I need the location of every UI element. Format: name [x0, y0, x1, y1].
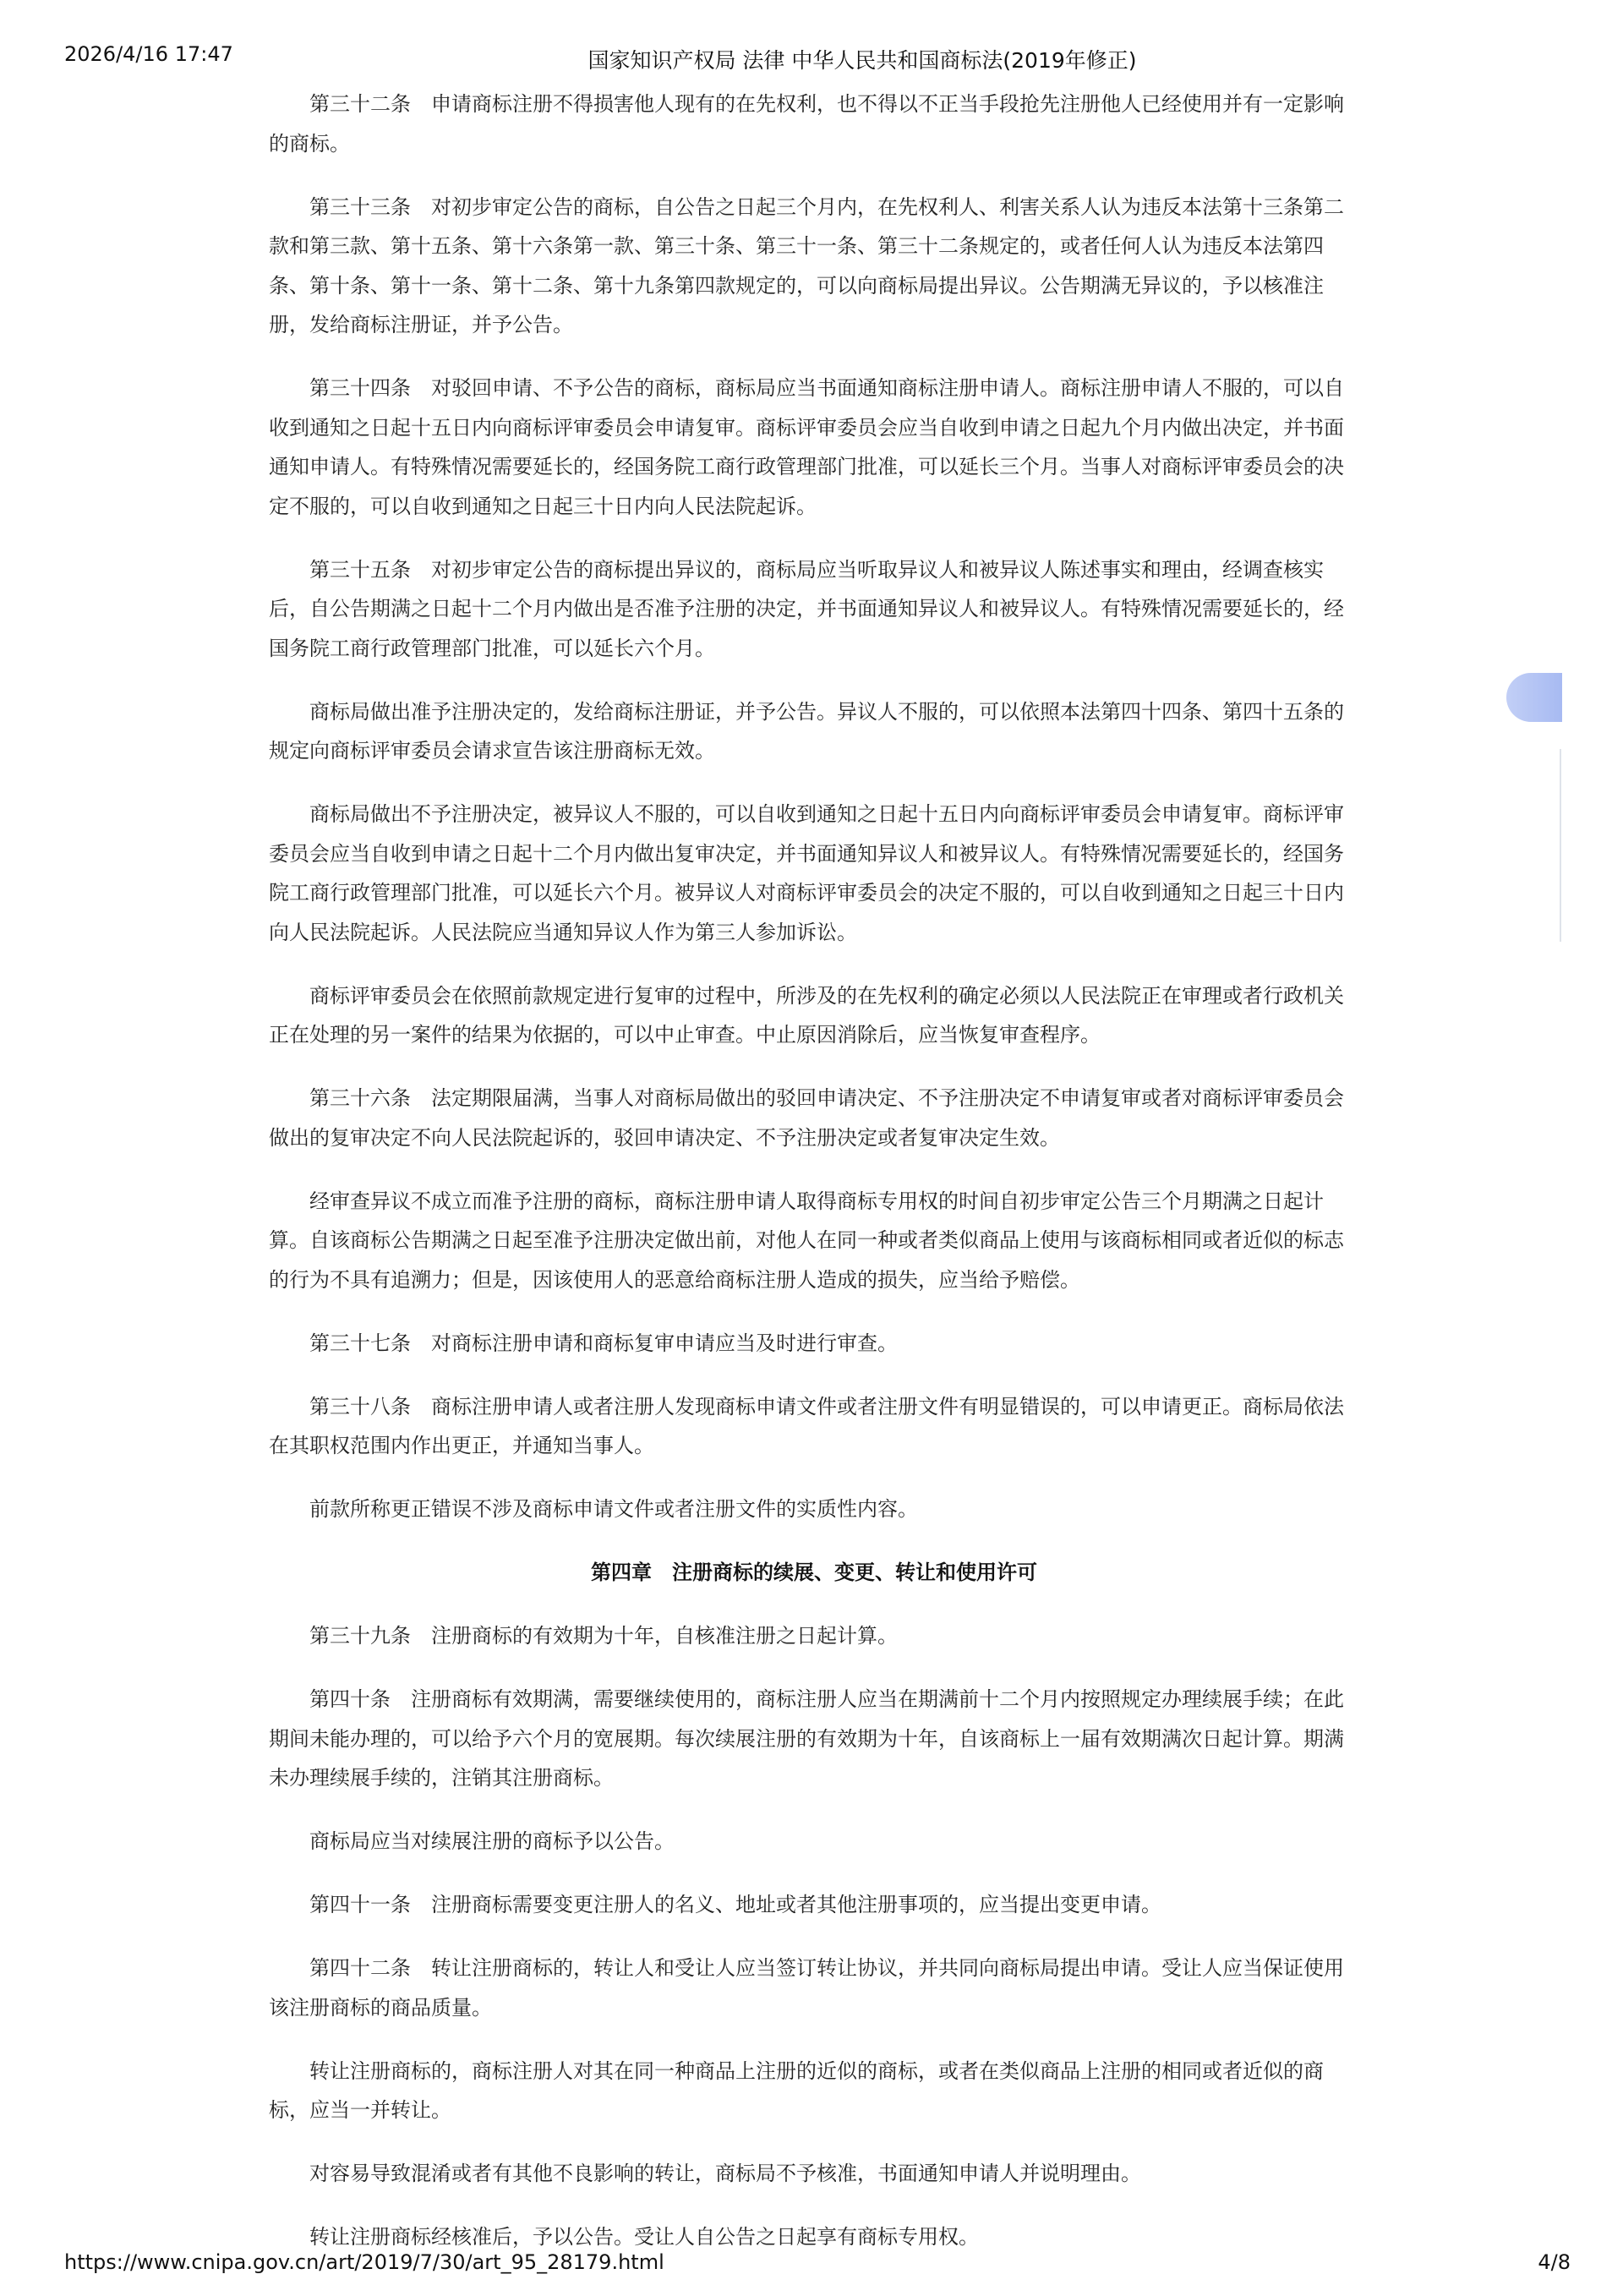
print-datetime: 2026/4/16 17:47 [64, 42, 233, 66]
paragraph-art39: 第三十九条 注册商标的有效期为十年，自核准注册之日起计算。 [309, 1624, 898, 1648]
page-number: 4/8 [1538, 2250, 1571, 2274]
paragraph-art35-2: 商标局做出准予注册决定的，发给商标注册证，并予公告。异议人不服的，可以依照本法第四十四条、第四十五条的规定向商标评审委员会请求宣告该注册商标无效。 [269, 699, 1344, 763]
paragraph-art42-4: 转让注册商标经核准后，予以公告。受让人自公告之日起享有商标专用权。 [309, 2225, 979, 2249]
paragraph-art42: 第四十二条 转让注册商标的，转让人和受让人应当签订转让协议，并共同向商标局提出申请。受让人应当保证使用该注册商标的商品质量。 [269, 1956, 1344, 2020]
paragraph-art42-3: 对容易导致混淆或者有其他不良影响的转让，商标局不予核准，书面通知申请人并说明理由。 [309, 2162, 1141, 2185]
paragraph-art35-3: 商标局做出不予注册决定，被异议人不服的，可以自收到通知之日起十五日内向商标评审委员会申请复审。商标评审委员会应当自收到申请之日起十二个月内做出复审决定，并书面通知异议人和被异议人。有特殊情况需要延长的，经国务院工商行政管理部门批准，可以延长六个月。被异议人对商标评审委员会的决定不服的，可以自收到通知之日起三十日内向人民法院起诉。人民法院应当通知异议人作为第三人参加诉讼。 [269, 802, 1344, 944]
paragraph-art41: 第四十一条 注册商标需要变更注册人的名义、地址或者其他注册事项的，应当提出变更申请。 [309, 1893, 1161, 1916]
page-title [0, 44, 1623, 74]
paragraph-art38: 第三十八条 商标注册申请人或者注册人发现商标申请文件或者注册文件有明显错误的，可以申请更正。商标局依法在其职权范围内作出更正，并通知当事人。 [269, 1394, 1344, 1457]
paragraph-art40-2: 商标局应当对续展注册的商标予以公告。 [309, 1829, 675, 1853]
paragraph-art37: 第三十七条 对商标注册申请和商标复审申请应当及时进行审查。 [309, 1331, 898, 1355]
paragraph-art32: 第三十二条 申请商标注册不得损害他人现有的在先权利，也不得以不正当手段抢先注册他人已经使用并有一定影响的商标。 [269, 92, 1344, 156]
footer-url: https://www.cnipa.gov.cn/art/2019/7/30/art_95_28179.html [64, 2250, 664, 2274]
paragraph-art34: 第三十四条 对驳回申请、不予公告的商标，商标局应当书面通知商标注册申请人。商标注册申请人不服的，可以自收到通知之日起十五日内向商标评审委员会申请复审。商标评审委员会应当自收到申请之日起九个月内做出决定，并书面通知申请人。有特殊情况需要延长的，经国务院工商行政管理部门批准，可以延长三个月。当事人对商标评审委员会的决定不服的，可以自收到通知之日起三十日内向人民法院起诉。 [269, 376, 1344, 518]
paragraph-art35: 第三十五条 对初步审定公告的商标提出异议的，商标局应当听取异议人和被异议人陈述事实和理由，经调查核实后，自公告期满之日起十二个月内做出是否准予注册的决定，并书面通知异议人和被异议人。有特殊情况需要延长的，经国务院工商行政管理部门批准，可以延长六个月。 [269, 557, 1344, 660]
side-panel-edge [1560, 749, 1561, 942]
paragraph-art40: 第四十条 注册商标有效期满，需要继续使用的，商标注册人应当在期满前十二个月内按照规定办理续展手续；在此期间未能办理的，可以给予六个月的宽展期。每次续展注册的有效期为十年，自该商标上一届有效期满次日起计算。期满未办理续展手续的，注销其注册商标。 [269, 1687, 1344, 1790]
paragraph-art36: 第三十六条 法定期限届满，当事人对商标局做出的驳回申请决定、不予注册决定不申请复审或者对商标评审委员会做出的复审决定不向人民法院起诉的，驳回申请决定、不予注册决定或者复审决定生效。 [269, 1086, 1344, 1150]
law-article-content [269, 85, 1359, 2281]
page-title-text: 国家知识产权局 法律 中华人民共和国商标法(2019年修正) [587, 48, 1137, 73]
paragraph-art33: 第三十三条 对初步审定公告的商标，自公告之日起三个月内，在先权利人、利害关系人认为违反本法第十三条第二款和第三款、第十五条、第十六条第一款、第三十条、第三十一条、第三十二条规定的，或者任何人认为违反本法第四条、第十条、第十一条、第十二条、第十九条第四款规定的，可以向商标局提出异议。公告期满无异议的，予以核准注册，发给商标注册证，并予公告。 [269, 194, 1344, 336]
floating-side-button[interactable] [1506, 673, 1562, 722]
paragraph-art35-4: 商标评审委员会在依照前款规定进行复审的过程中，所涉及的在先权利的确定必须以人民法院正在审理或者行政机关正在处理的另一案件的结果为依据的，可以中止审查。中止原因消除后，应当恢复审查程序。 [269, 983, 1344, 1047]
chapter-heading: 第四章 注册商标的续展、变更、转让和使用许可 [591, 1561, 1037, 1584]
paragraph-art42-2: 转让注册商标的，商标注册人对其在同一种商品上注册的近似的商标，或者在类似商品上注册的相同或者近似的商标，应当一并转让。 [269, 2058, 1324, 2122]
paragraph-art38-2: 前款所称更正错误不涉及商标申请文件或者注册文件的实质性内容。 [309, 1497, 918, 1521]
paragraph-art36-2: 经审查异议不成立而准予注册的商标，商标注册申请人取得商标专用权的时间自初步审定公告三个月期满之日起计算。自该商标公告期满之日起至准予注册决定做出前，对他人在同一种或者类似商品上使用与该商标相同或者近似的标志的行为不具有追溯力；但是，因该使用人的恶意给商标注册人造成的损失，应当给予赔偿。 [269, 1189, 1344, 1292]
